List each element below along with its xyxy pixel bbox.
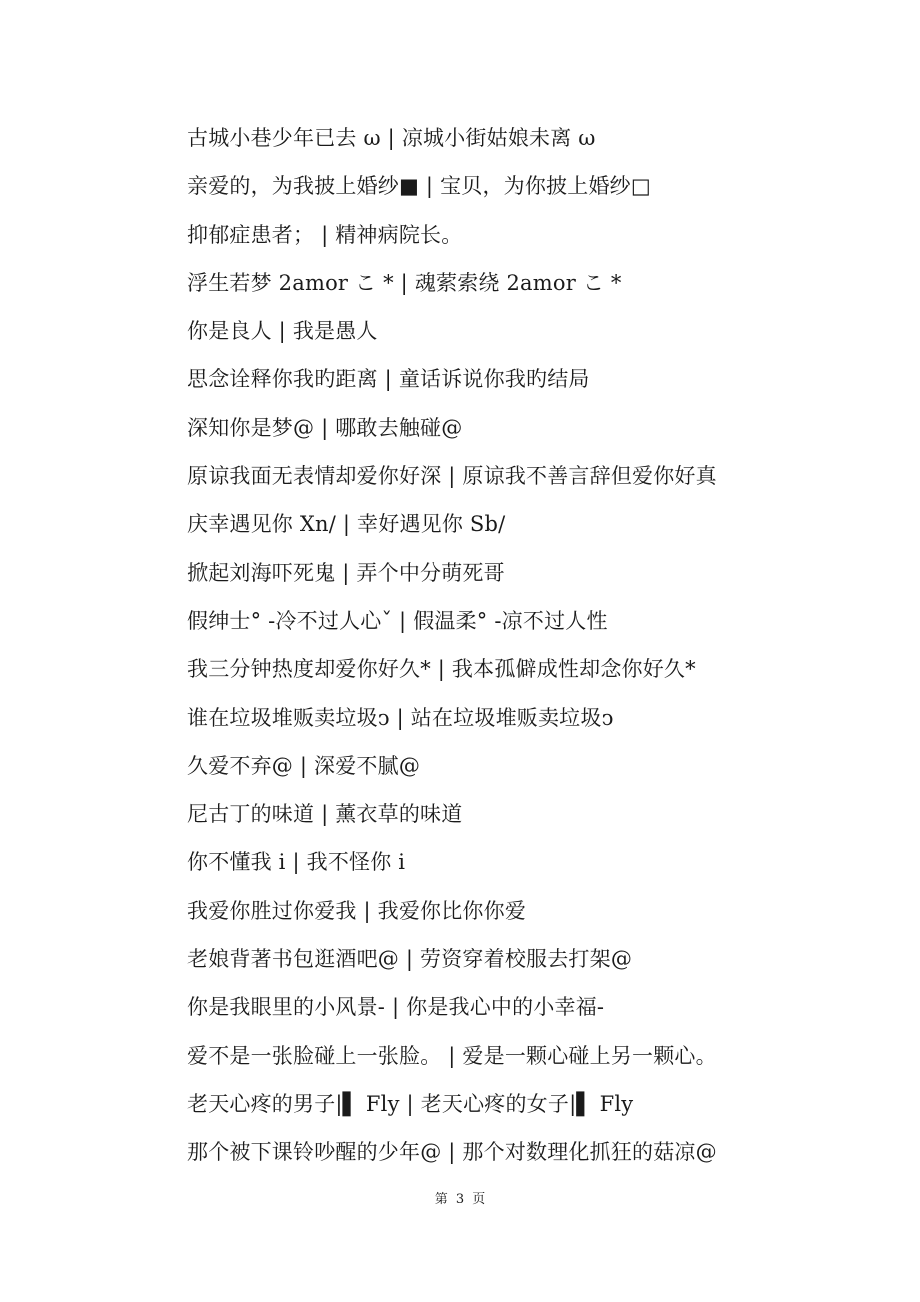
text-line: 那个被下课铃吵醒的少年@ | 那个对数理化抓狂的菇凉@ bbox=[187, 1140, 717, 1165]
text-line: 抑郁症患者； | 精神病院长。 bbox=[187, 222, 463, 247]
text-line: 你不懂我 i | 我不怪你 i bbox=[187, 850, 406, 875]
text-line: 掀起刘海吓死鬼 | 弄个中分萌死哥 bbox=[187, 560, 505, 585]
page-label-prefix: 第 bbox=[434, 1192, 448, 1207]
text-line: 深知你是梦@ | 哪敢去触碰@ bbox=[187, 415, 463, 440]
text-line: 老天心疼的男子|▌ Fly | 老天心疼的女子|▌ Fly bbox=[187, 1091, 634, 1116]
text-line: 老娘背著书包逛酒吧@ | 劳资穿着校服去打架@ bbox=[187, 947, 633, 972]
text-line: 尼古丁的味道 | 薰衣草的味道 bbox=[187, 802, 463, 827]
text-line: 古城小巷少年已去 ω | 凉城小街姑娘未离 ω bbox=[187, 126, 596, 150]
text-line: 思念诠释你我旳距离 | 童话诉说你我旳结局 bbox=[187, 367, 590, 392]
text-line: 我三分钟热度却爱你好久* | 我本孤僻成性却念你好久* bbox=[187, 657, 696, 682]
text-line: 原谅我面无表情却爱你好深 | 原谅我不善言辞但爱你好真 bbox=[187, 464, 717, 489]
text-line: 我爱你胜过你爱我 | 我爱你比你你爱 bbox=[187, 898, 527, 923]
text-line: 久爱不弃@ | 深爱不腻@ bbox=[187, 753, 421, 778]
text-line: 你是我眼里的小风景- | 你是我心中的小幸福- bbox=[187, 995, 605, 1020]
text-line: 亲爱的，为我披上婚纱■ | 宝贝，为你披上婚纱□ bbox=[187, 174, 651, 199]
page-footer bbox=[0, 1188, 920, 1207]
page-label-suffix: 页 bbox=[472, 1192, 486, 1207]
text-lines bbox=[187, 114, 887, 1177]
text-line: 你是良人 | 我是愚人 bbox=[187, 319, 378, 344]
text-line: 庆幸遇见你 Xn/ | 幸好遇见你 Sb/ bbox=[187, 512, 506, 537]
page-number: 3 bbox=[455, 1192, 465, 1207]
text-line: 谁在垃圾堆贩卖垃圾ↄ | 站在垃圾堆贩卖垃圾ↄ bbox=[187, 705, 614, 730]
text-line: 浮生若梦 2amor こ * | 魂萦索绕 2amor こ * bbox=[187, 270, 622, 295]
text-line: 假绅士° -冷不过人心ˇ | 假温柔° -凉不过人性 bbox=[187, 608, 608, 633]
text-line: 爱不是一张脸碰上一张脸。 | 爱是一颗心碰上另一颗心。 bbox=[187, 1043, 717, 1068]
